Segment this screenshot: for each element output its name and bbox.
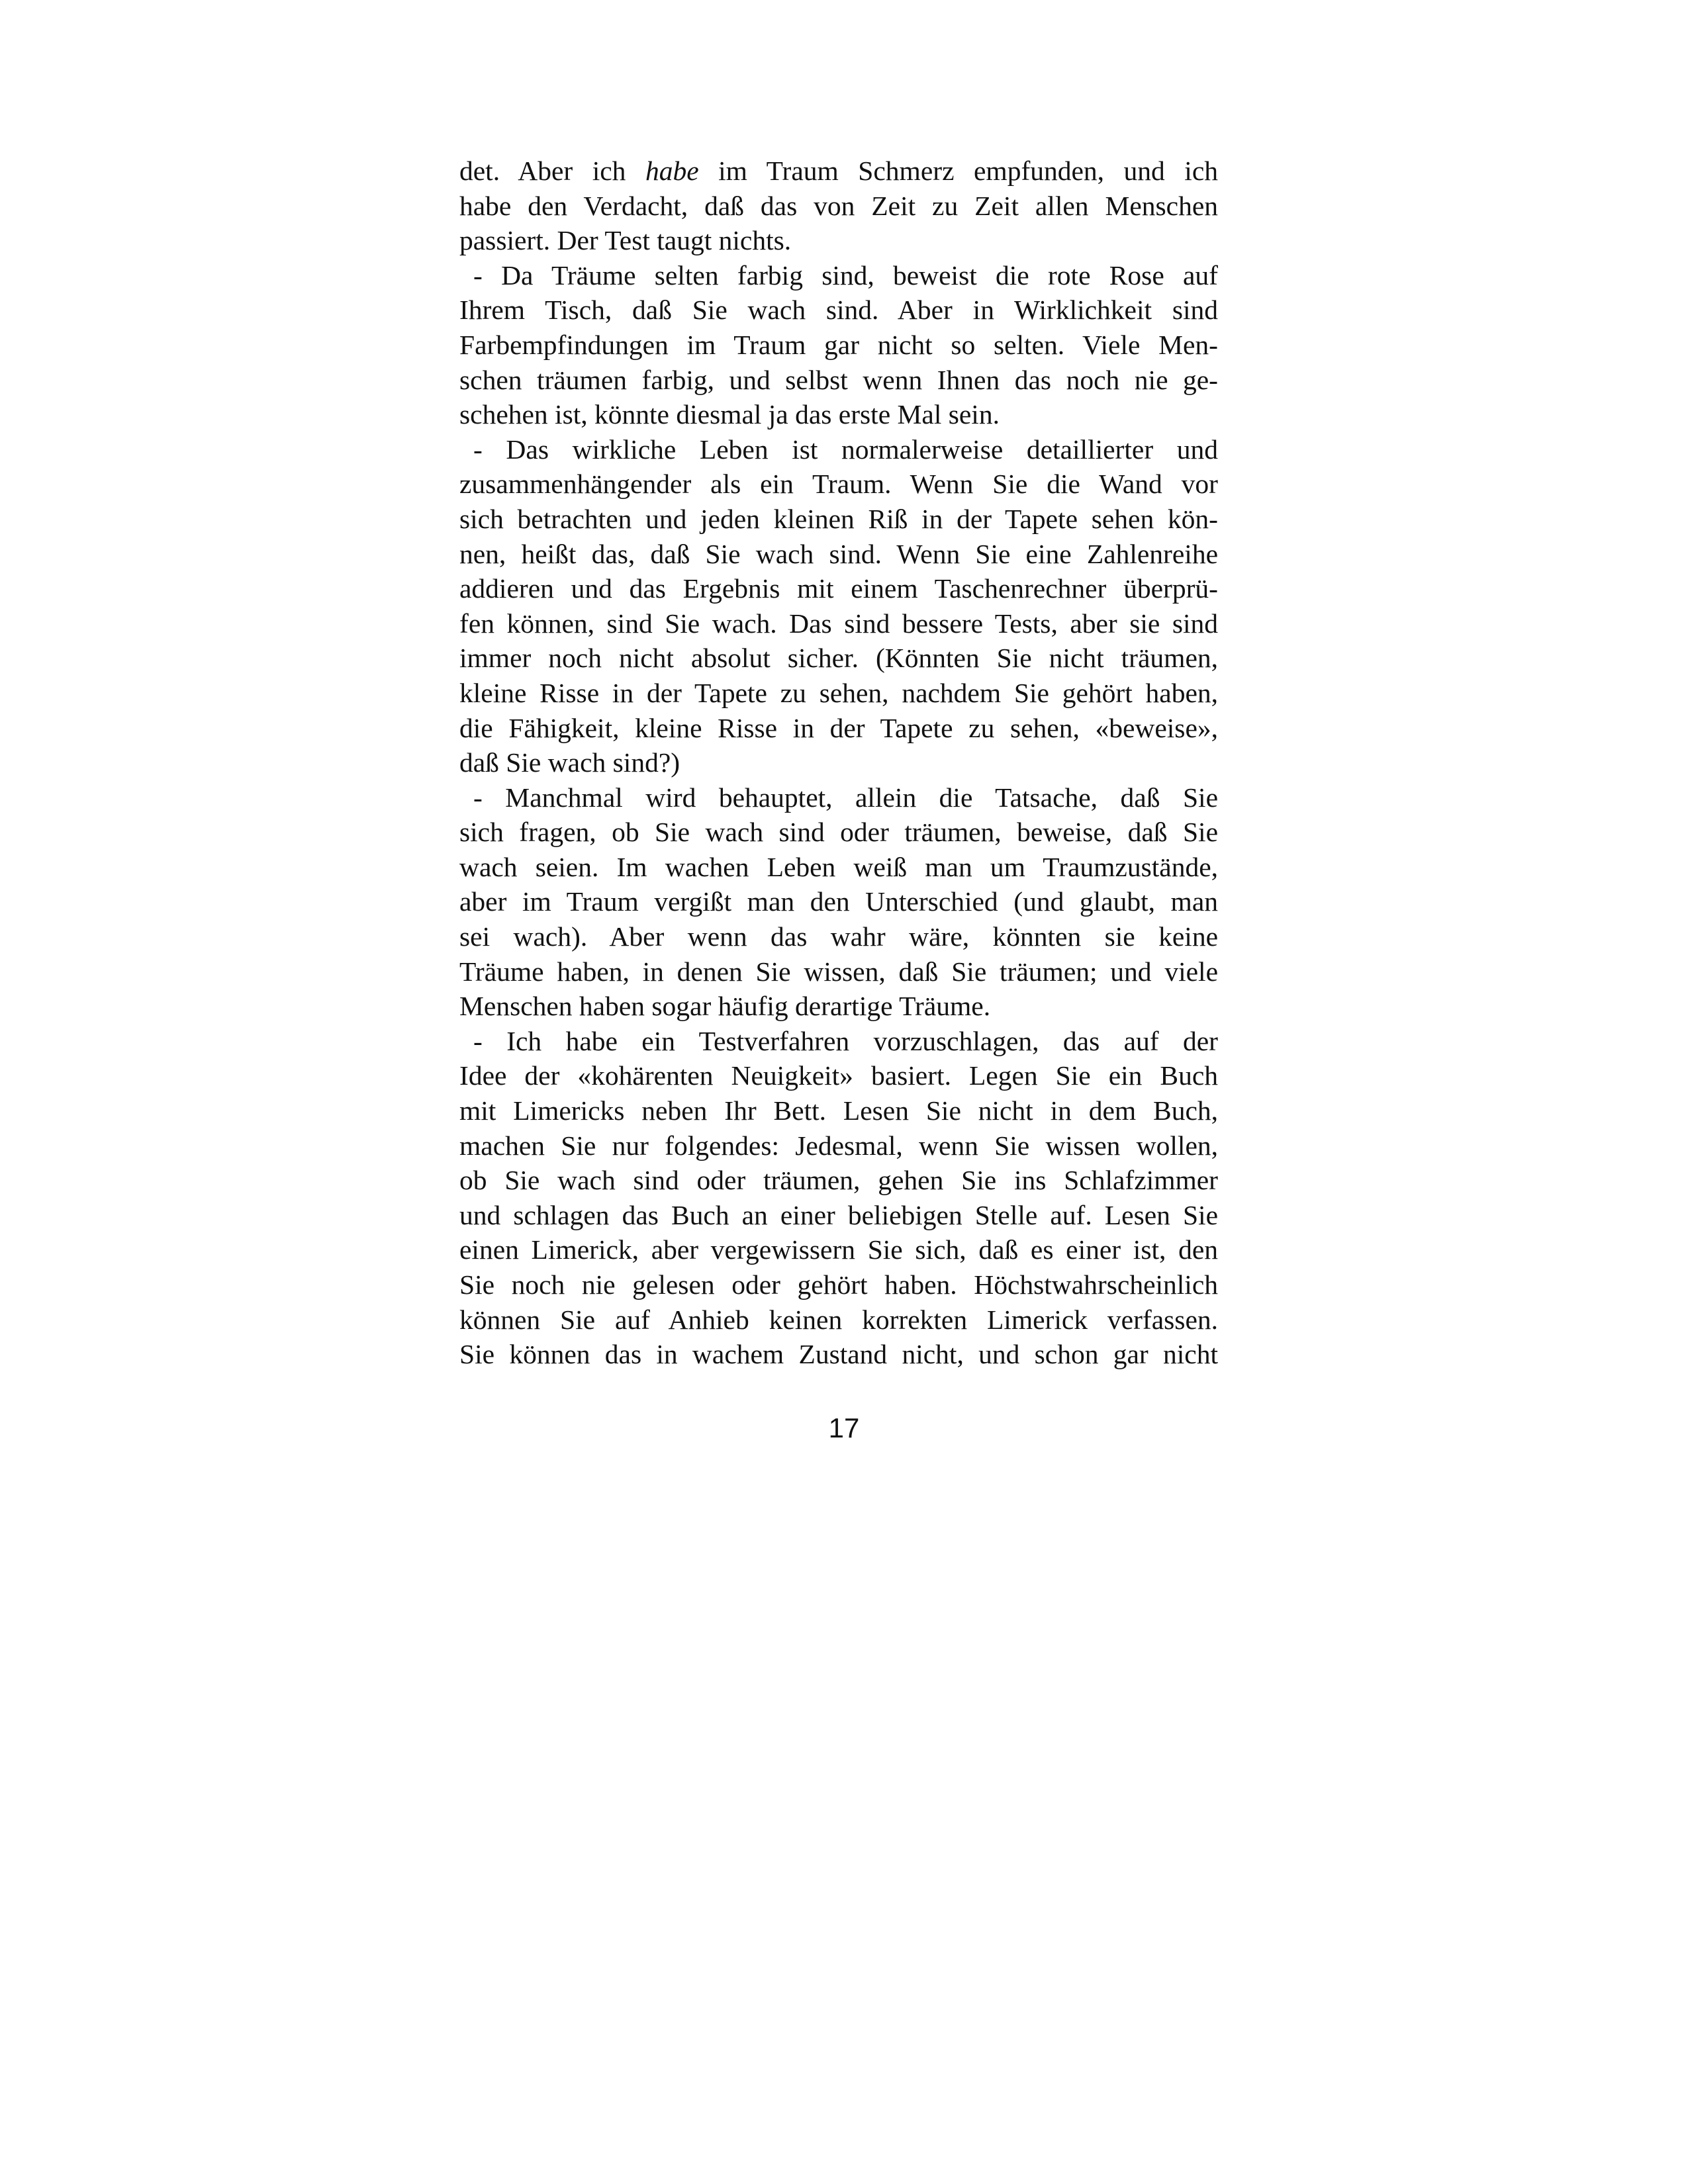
text-line [459,328,1218,363]
text-line [459,258,1218,293]
text-line [459,884,1218,919]
text-segment: Idee der «kohärenten Neuigkeit» basiert. Legen Sie ein Buch [459,1060,1218,1091]
text-line [459,1128,1218,1163]
text-line [459,1093,1218,1128]
text-line [459,641,1218,676]
text-line [459,1267,1218,1302]
text-line [459,502,1218,537]
text-segment: passiert. Der Test taugt nichts. [459,225,792,256]
text-line [459,154,1218,189]
text-segment: die Fähigkeit, kleine Risse in der Tapete zu sehen, «beweise», [459,712,1218,743]
text-line [459,467,1218,502]
text-segment: Ihrem Tisch, daß Sie wach sind. Aber in Wirklichkeit sind [459,295,1218,326]
text-line [459,1058,1218,1093]
text-segment: kleine Risse in der Tapete zu sehen, nachdem Sie gehört haben, [459,677,1218,708]
text-line [459,432,1218,467]
text-line [459,1024,1218,1059]
text-line [459,815,1218,850]
text-segment: einen Limerick, aber vergewissern Sie sich, daß es einer ist, den [459,1234,1218,1265]
text-segment: habe den Verdacht, daß das von Zeit zu Zeit allen Menschen [459,190,1218,221]
text-segment: daß Sie wach sind?) [459,747,680,778]
page-number: 17 [828,1412,860,1443]
text-line [459,223,1218,258]
text-line [459,676,1218,711]
text-segment: immer noch nicht absolut sicher. (Könnten Sie nicht träumen, [459,643,1218,674]
text-line [459,954,1218,989]
text-segment: sich fragen, ob Sie wach sind oder träumen, beweise, daß Sie [459,817,1218,848]
text-segment: zusammenhängender als ein Traum. Wenn Sie die Wand vor [459,469,1218,500]
text-line [459,571,1218,606]
text-segment: - Ich habe ein Testverfahren vorzuschlagen, das auf der [473,1025,1218,1056]
text-line [459,363,1218,398]
text-segment: sich betrachten und jeden kleinen Riß in der Tapete sehen kön- [459,503,1218,534]
text-segment: Sie können das in wachem Zustand nicht, und schon gar nicht [459,1339,1218,1370]
text-segment: det. Aber ich [459,156,645,186]
text-segment: fen können, sind Sie wach. Das sind bessere Tests, aber sie sind [459,608,1218,639]
italic-text-segment: habe [645,156,699,186]
text-segment: machen Sie nur folgendes: Jedesmal, wenn Sie wissen wollen, [459,1130,1218,1161]
text-segment: - Da Träume selten farbig sind, beweist die rote Rose auf [473,259,1218,291]
text-line [459,397,1218,432]
text-segment: schehen ist, könnte diesmal ja das erste Mal sein. [459,399,1000,430]
text-line [459,711,1218,746]
text-segment: können Sie auf Anhieb keinen korrekten Limerick verfassen. [459,1304,1218,1335]
text-line [459,1337,1218,1372]
text-line [459,606,1218,641]
text-segment: wach seien. Im wachen Leben weiß man um Traumzustände, [459,851,1218,882]
text-segment: ob Sie wach sind oder träumen, gehen Sie ins Schlafzimmer [459,1165,1218,1196]
text-line [459,780,1218,815]
text-segment: - Manchmal wird behauptet, allein die Tatsache, daß Sie [473,782,1218,813]
body-text [459,154,1218,1372]
text-segment: sei wach). Aber wenn das wahr wäre, könnten sie keine [459,921,1218,952]
text-line [459,1302,1218,1338]
text-segment: addieren und das Ergebnis mit einem Taschenrechner überprü- [459,573,1218,604]
text-line [459,850,1218,885]
text-line [459,989,1218,1024]
text-segment: und schlagen das Buch an einer beliebigen Stelle auf. Lesen Sie [459,1199,1218,1230]
text-line [459,1163,1218,1198]
text-segment: aber im Traum vergißt man den Unterschied (und glaubt, man [459,886,1218,917]
text-line [459,189,1218,224]
text-line [459,1198,1218,1233]
text-line [459,919,1218,954]
text-segment: nen, heißt das, daß Sie wach sind. Wenn Sie eine Zahlenreihe [459,538,1218,569]
text-segment: Sie noch nie gelesen oder gehört haben. Höchstwahrscheinlich [459,1269,1218,1300]
text-segment: mit Limericks neben Ihr Bett. Lesen Sie nicht in dem Buch, [459,1095,1218,1126]
text-line [459,537,1218,572]
text-line [459,1232,1218,1267]
text-segment: Menschen haben sogar häufig derartige Träume. [459,991,991,1022]
text-line [459,293,1218,328]
text-segment: im Traum Schmerz empfunden, und ich [698,156,1218,186]
text-segment: Farbempfindungen im Traum gar nicht so selten. Viele Men- [459,329,1218,360]
text-segment: - Das wirkliche Leben ist normalerweise detaillierter und [473,433,1218,465]
text-segment: schen träumen farbig, und selbst wenn Ihnen das noch nie ge- [459,364,1218,395]
text-segment: Träume haben, in denen Sie wissen, daß Sie träumen; und viele [459,956,1218,987]
text-line [459,745,1218,780]
